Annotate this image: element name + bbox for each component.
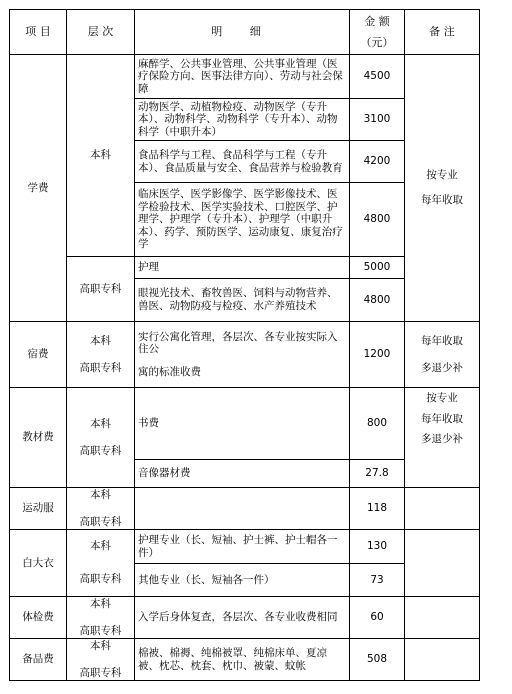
amount-cell: 130 [350,530,405,564]
table-row [10,597,480,639]
amount-cell: 73 [350,564,405,597]
detail-cell [135,488,350,530]
level-label: 高职专科 [79,573,122,585]
note-line: 按专业 [426,169,458,182]
amount-cell: 4500 [350,55,405,99]
level-label: 高职专科 [79,666,122,679]
table-row [10,488,480,530]
note-line: 每年收取 [421,334,463,347]
detail-line: 寓的标准收费 [138,365,201,378]
amount-cell: 5000 [350,257,405,279]
note-tuition [405,55,480,322]
detail-cell: 棉被、棉褥、纯棉被罩、纯棉床单、夏凉被、枕芯、枕套、枕巾、被蒙、蚊帐 [135,639,350,681]
amount-cell: 4200 [350,141,405,183]
item-dorm: 宿费 [10,322,67,388]
amount-cell: 4800 [350,279,405,322]
detail-cell: 眼视光技术、畜牧兽医、饲料与动物营养、兽医、动物防疫与检疫、水产养殖技术 [135,279,350,322]
header-amount-line1: 金 额 [364,14,390,28]
level-label: 高职专科 [79,515,122,528]
level-higher-voc: 高职专科 [67,257,135,322]
detail-cell: 食品科学与工程、食品科学与工程（专升本）、食品质量与安全、食品营养与检验教育 [135,141,350,183]
note-line: 每年收取 [421,194,463,206]
detail-cell [135,322,350,388]
level-supplies [67,639,135,681]
note-textbook [405,388,480,488]
level-textbook [67,388,135,488]
amount-cell: 118 [350,488,405,530]
amount-cell: 3100 [350,99,405,141]
header-detail-text: 明 细 [211,25,273,39]
note-empty [405,530,480,597]
level-physical-exam [67,597,135,639]
header-item: 项 目 [10,10,67,55]
table-row [10,530,480,564]
item-physical-exam: 体检费 [10,597,67,639]
note-line: 多退少补 [421,433,463,446]
table-row [10,322,480,388]
note-dorm [405,322,480,388]
level-label: 高职专科 [79,361,122,374]
header-detail [135,10,350,55]
level-dorm [67,322,135,388]
amount-cell: 800 [350,388,405,460]
note-empty [405,597,480,639]
level-label: 高职专科 [79,444,122,457]
header-row [10,10,480,55]
item-tuition: 学费 [10,55,67,322]
note-line: 按专业 [426,392,458,404]
table-row [10,639,480,681]
amount-cell: 4800 [350,183,405,257]
detail-cell: 入学后身体复查，各层次、各专业收费相同 [135,597,350,639]
level-label: 本科 [90,334,111,347]
level-sportswear [67,488,135,530]
detail-cell: 动物医学、动植物检疫、动物医学（专升本）、动物科学、动物科学（专升本）、动物科学（中职升本） [135,99,350,141]
header-note: 备 注 [405,10,480,55]
note-line: 多退少补 [421,361,463,374]
item-white-coat: 白大衣 [10,530,67,597]
detail-cell: 护理 [135,257,350,279]
level-label: 本科 [90,488,111,501]
item-supplies: 备品费 [10,639,67,681]
level-label: 高职专科 [79,624,122,637]
amount-cell: 508 [350,639,405,681]
level-label: 本科 [90,597,111,610]
item-sportswear: 运动服 [10,488,67,530]
detail-cell: 护理专业（长、短袖、护士裤、护士帽各一件） [135,530,350,564]
detail-cell: 书费 [135,388,350,460]
detail-line: 实行公寓化管理，各层次、各专业按实际入住公 [138,330,338,356]
detail-cell: 其他专业（长、短袖各一件） [135,564,350,597]
note-empty [405,639,480,681]
amount-cell: 27.8 [350,460,405,488]
header-amount [350,10,405,55]
fee-table [9,9,480,681]
fee-table-wrapper [9,9,480,681]
detail-cell: 临床医学、医学影像学、医学影像技术、医学检验技术、医学实验技术、口腔医学、护理学、护理学（专升本）、护理学（中职升本）、药学、预防医学、运动康复、康复治疗学 [135,183,350,257]
level-undergrad: 本科 [67,55,135,257]
level-label: 本科 [90,417,111,430]
note-line: 每年收取 [421,412,463,425]
note-empty [405,488,480,530]
header-amount-line2: （元） [360,36,394,49]
level-label: 本科 [90,540,111,553]
item-textbook: 教材费 [10,388,67,488]
header-level: 层 次 [67,10,135,55]
amount-cell: 60 [350,597,405,639]
level-label: 本科 [90,639,111,652]
detail-cell: 麻醉学、公共事业管理、公共事业管理（医疗保险方向、医事法律方向）、劳动与社会保障 [135,55,350,99]
level-white-coat [67,530,135,597]
detail-cell: 音像器材费 [135,460,350,488]
table-row [10,55,480,99]
amount-cell: 1200 [350,322,405,388]
table-row [10,388,480,460]
